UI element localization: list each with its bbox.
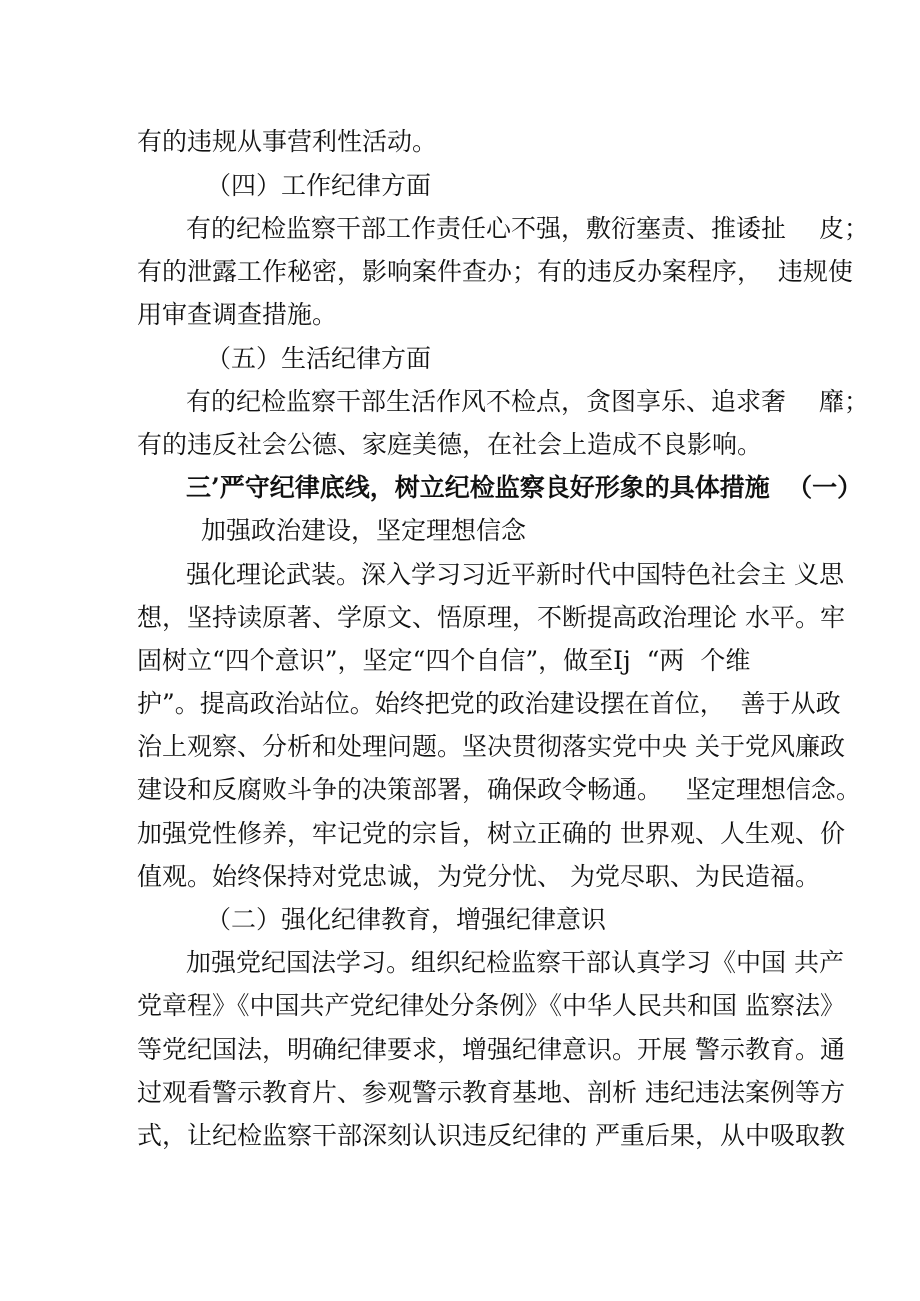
body-text-line: 等党纪国法，明确纪律要求，增强纪律意识。开展 警示教育。通 (137, 1035, 845, 1064)
body-text-line: 值观。始终保持对党忠诚，为党分忧、 为党尽职、为民造福。 (137, 862, 820, 891)
body-text-line: 用审查调查措施。 (137, 300, 338, 329)
body-text-line: 有的违规从事营利性活动。 (137, 127, 438, 156)
section-heading-life-discipline: （五）生活纪律方面 (206, 344, 432, 373)
subsection-heading-discipline-education: （二）强化纪律教育，增强纪律意识 (206, 905, 607, 934)
body-text-line: 加强党纪国法学习。组织纪检监察干部认真学习《中国 共产 (186, 948, 844, 977)
body-text-line: 治上观察、分析和处理问题。坚决贯彻落实党中央 关于党风廉政 (137, 732, 845, 761)
body-text-line: 式，让纪检监察干部深刻认识违反纪律的 严重后果，从中吸取教 (137, 1121, 845, 1150)
body-text-line: 有的纪检监察干部生活作风不检点，贪图享乐、追求奢 靡； (186, 387, 869, 416)
subsection-heading-political-building: 加强政治建设，坚定理想信念 (201, 516, 527, 545)
body-text-line: 党章程》《中国共产党纪律处分条例》《中华人民共和国 监察法》 (137, 991, 845, 1020)
section-heading-work-discipline: （四）工作纪律方面 (206, 171, 432, 200)
body-text-line: 想，坚持读原著、学原文、悟原理，不断提高政治理论 水平。牢 (137, 603, 845, 632)
body-text-line: 护”。提高政治站位。始终把党的政治建设摆在首位， 善于从政 (137, 689, 841, 718)
body-text-line: 建设和反腐败斗争的决策部署，确保政令畅通。 坚定理想信念。 (137, 775, 861, 804)
body-text-line: 加强党性修养，牢记党的宗旨，树立正确的 世界观、人生观、价 (137, 819, 845, 848)
body-text-line: 有的纪检监察干部工作责任心不强，敷衍塞责、推诿扯 皮； (186, 214, 869, 243)
body-text-line: 过观看警示教育片、参观警示教育基地、剖析 违纪违法案例等方 (137, 1078, 845, 1107)
body-text-line: 固树立“四个意识”，坚定“四个自信”，做至Ij “两 个维 (137, 646, 751, 675)
body-text-line: 有的违反社会公德、家庭美德，在社会上造成不良影响。 (137, 430, 763, 459)
section-heading-measures: 三’严守纪律底线，树立纪检监察良好形象的具体措施 （一） (186, 473, 863, 502)
body-text-line: 强化理论武装。深入学习习近平新时代中国特色社会主 义思 (186, 560, 844, 589)
body-text-line: 有的泄露工作秘密，影响案件查办；有的违反办案程序， 违规使 (137, 257, 853, 286)
